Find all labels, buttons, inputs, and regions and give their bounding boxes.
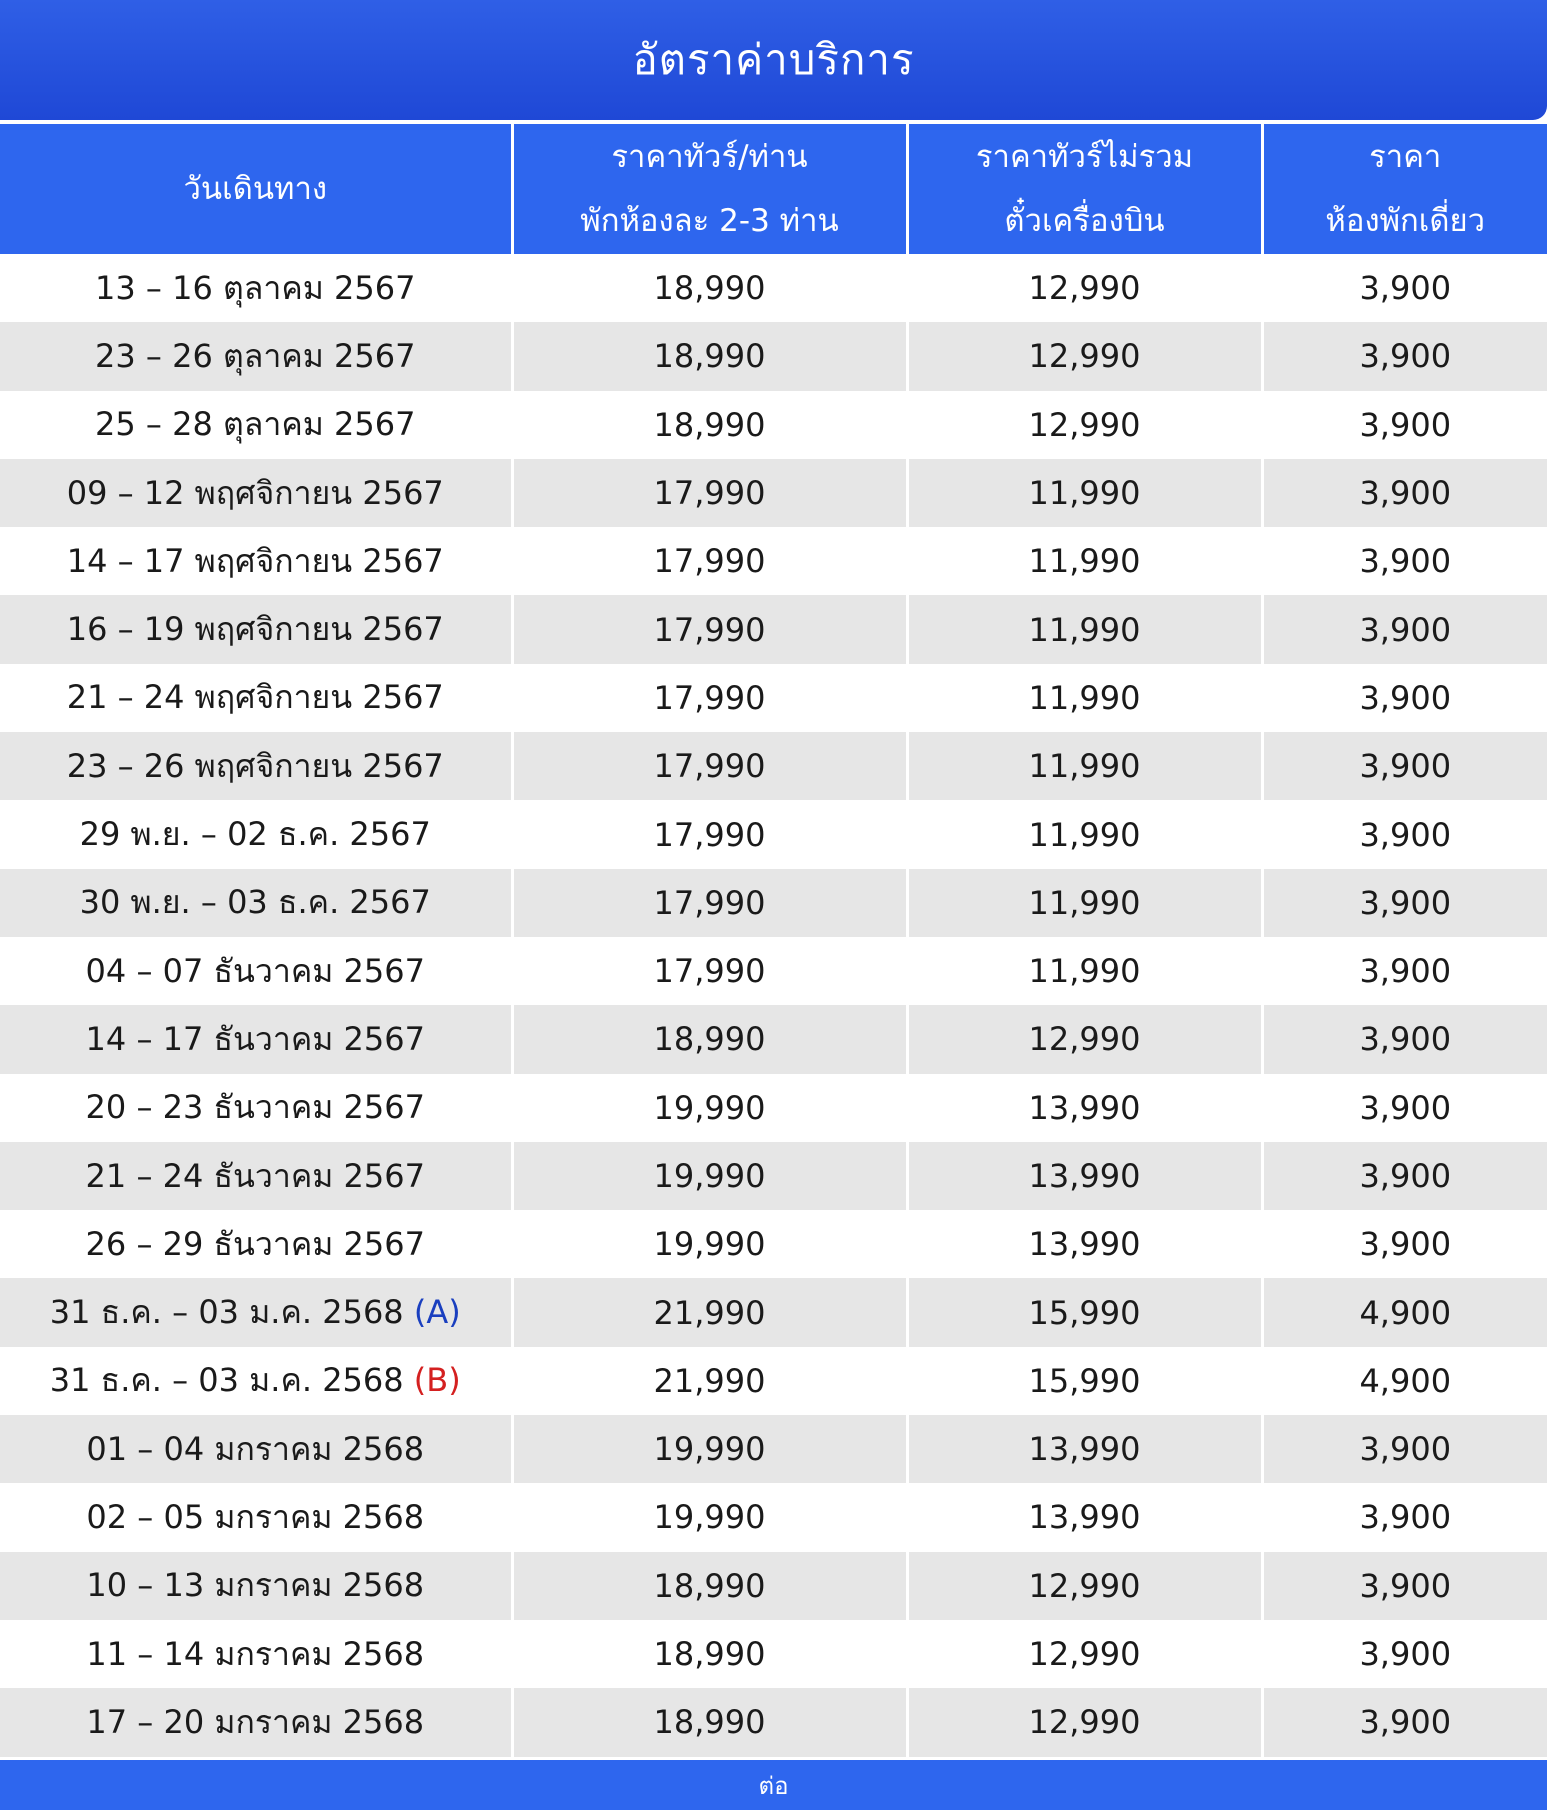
single-room-cell: 3,900 (1262, 664, 1547, 732)
single-room-cell: 3,900 (1262, 322, 1547, 390)
no-flight-price-cell: 12,990 (907, 1005, 1262, 1073)
group-marker: (A) (413, 1293, 461, 1332)
table-row (0, 869, 1547, 937)
table-row (0, 459, 1547, 527)
single-room-cell: 3,900 (1262, 869, 1547, 937)
no-flight-price-cell: 12,990 (907, 1620, 1262, 1688)
table-row (0, 1210, 1547, 1278)
travel-date-cell (0, 800, 512, 868)
header-line: พักห้องละ 2-3 ท่าน (580, 203, 839, 239)
tour-price-cell: 18,990 (512, 391, 907, 459)
single-room-cell: 3,900 (1262, 800, 1547, 868)
header-line: ราคาทัวร์/ท่าน (611, 139, 808, 175)
no-flight-price-cell: 11,990 (907, 527, 1262, 595)
travel-date-cell (0, 1142, 512, 1210)
single-room-cell: 3,900 (1262, 1552, 1547, 1620)
tour-price-cell: 17,990 (512, 595, 907, 663)
no-flight-price-cell: 13,990 (907, 1483, 1262, 1551)
travel-date-cell (0, 1483, 512, 1551)
single-room-cell: 3,900 (1262, 391, 1547, 459)
single-room-cell: 3,900 (1262, 595, 1547, 663)
table-row (0, 800, 1547, 868)
travel-date-cell (0, 254, 512, 322)
travel-date-cell (0, 732, 512, 800)
no-flight-price-cell: 15,990 (907, 1278, 1262, 1346)
no-flight-price-cell: 11,990 (907, 664, 1262, 732)
tour-price-cell: 21,990 (512, 1347, 907, 1415)
tour-price-cell: 19,990 (512, 1210, 907, 1278)
continued-label: ต่อ (758, 1771, 789, 1800)
header-line: ตั๋วเครื่องบิน (1004, 203, 1165, 239)
no-flight-price-cell: 12,990 (907, 254, 1262, 322)
tour-price-cell: 19,990 (512, 1415, 907, 1483)
single-room-cell: 3,900 (1262, 1210, 1547, 1278)
table-row (0, 1074, 1547, 1142)
header-line: วันเดินทาง (183, 171, 327, 207)
table-row (0, 322, 1547, 390)
no-flight-price-cell: 13,990 (907, 1415, 1262, 1483)
travel-date-cell (0, 1005, 512, 1073)
tour-price-cell: 17,990 (512, 937, 907, 1005)
tour-price-cell: 17,990 (512, 664, 907, 732)
header-price-without-flight (907, 124, 1262, 254)
tour-price-cell: 17,990 (512, 800, 907, 868)
travel-date: 09 – 12 พฤศจิกายน 2567 (66, 473, 444, 512)
no-flight-price-cell: 12,990 (907, 391, 1262, 459)
tour-price-cell: 21,990 (512, 1278, 907, 1346)
travel-date-cell (0, 1074, 512, 1142)
travel-date: 30 พ.ย. – 03 ธ.ค. 2567 (79, 883, 431, 922)
single-room-cell: 4,900 (1262, 1347, 1547, 1415)
travel-date: 21 – 24 ธันวาคม 2567 (85, 1156, 425, 1195)
travel-date-cell (0, 1415, 512, 1483)
tour-price-cell: 19,990 (512, 1142, 907, 1210)
travel-date: 31 ธ.ค. – 03 ม.ค. 2568 (49, 1293, 404, 1332)
travel-date: 26 – 29 ธันวาคม 2567 (85, 1224, 425, 1263)
travel-date: 16 – 19 พฤศจิกายน 2567 (66, 610, 444, 649)
travel-date: 29 พ.ย. – 02 ธ.ค. 2567 (79, 815, 431, 854)
tour-price-cell: 17,990 (512, 732, 907, 800)
header-tour-price (512, 124, 907, 254)
tour-price-cell: 18,990 (512, 1552, 907, 1620)
price-table (0, 124, 1547, 1757)
no-flight-price-cell: 11,990 (907, 800, 1262, 868)
tour-price-cell: 18,990 (512, 322, 907, 390)
single-room-cell: 3,900 (1262, 1005, 1547, 1073)
single-room-cell: 3,900 (1262, 1415, 1547, 1483)
travel-date: 01 – 04 มกราคม 2568 (86, 1429, 425, 1468)
no-flight-price-cell: 13,990 (907, 1074, 1262, 1142)
travel-date: 23 – 26 พฤศจิกายน 2567 (66, 746, 444, 785)
single-room-cell: 3,900 (1262, 459, 1547, 527)
single-room-cell: 3,900 (1262, 1142, 1547, 1210)
travel-date-cell (0, 1620, 512, 1688)
single-room-cell: 3,900 (1262, 254, 1547, 322)
tour-price-cell: 17,990 (512, 869, 907, 937)
no-flight-price-cell: 11,990 (907, 595, 1262, 663)
single-room-cell: 3,900 (1262, 1483, 1547, 1551)
tour-price-cell: 18,990 (512, 254, 907, 322)
travel-date: 14 – 17 ธันวาคม 2567 (85, 1019, 425, 1058)
table-body (0, 254, 1547, 1757)
footer-bar (0, 1760, 1547, 1810)
travel-date-cell (0, 664, 512, 732)
table-row (0, 595, 1547, 663)
group-marker: (B) (413, 1361, 461, 1400)
header-row (0, 124, 1547, 254)
travel-date: 25 – 28 ตุลาคม 2567 (95, 405, 416, 444)
no-flight-price-cell: 15,990 (907, 1347, 1262, 1415)
travel-date-cell (0, 1347, 512, 1415)
header-line: ห้องพักเดี่ยว (1325, 203, 1486, 239)
travel-date: 13 – 16 ตุลาคม 2567 (95, 268, 416, 307)
table-row (0, 1415, 1547, 1483)
table-row (0, 664, 1547, 732)
header-travel-date (0, 124, 512, 254)
single-room-cell: 3,900 (1262, 937, 1547, 1005)
table-row (0, 1552, 1547, 1620)
no-flight-price-cell: 11,990 (907, 459, 1262, 527)
header-single-room (1262, 124, 1547, 254)
travel-date: 11 – 14 มกราคม 2568 (86, 1634, 425, 1673)
table-row (0, 1688, 1547, 1756)
single-room-cell: 3,900 (1262, 1688, 1547, 1756)
no-flight-price-cell: 11,990 (907, 732, 1262, 800)
tour-price-cell: 18,990 (512, 1005, 907, 1073)
single-room-cell: 3,900 (1262, 1074, 1547, 1142)
travel-date-cell (0, 1278, 512, 1346)
travel-date-cell (0, 869, 512, 937)
header-line: ราคาทัวร์ไม่รวม (975, 139, 1194, 175)
no-flight-price-cell: 12,990 (907, 1552, 1262, 1620)
tour-price-cell: 18,990 (512, 1688, 907, 1756)
travel-date: 20 – 23 ธันวาคม 2567 (85, 1088, 425, 1127)
tour-price-cell: 17,990 (512, 459, 907, 527)
tour-price-cell: 19,990 (512, 1074, 907, 1142)
table-row (0, 937, 1547, 1005)
single-room-cell: 3,900 (1262, 1620, 1547, 1688)
table-row (0, 391, 1547, 459)
no-flight-price-cell: 13,990 (907, 1142, 1262, 1210)
no-flight-price-cell: 11,990 (907, 937, 1262, 1005)
no-flight-price-cell: 12,990 (907, 1688, 1262, 1756)
table-row (0, 1347, 1547, 1415)
travel-date: 10 – 13 มกราคม 2568 (86, 1566, 425, 1605)
travel-date-cell (0, 322, 512, 390)
travel-date-cell (0, 527, 512, 595)
title-banner (0, 0, 1547, 120)
tour-price-cell: 18,990 (512, 1620, 907, 1688)
tour-price-cell: 17,990 (512, 527, 907, 595)
table-row (0, 1142, 1547, 1210)
travel-date: 23 – 26 ตุลาคม 2567 (95, 336, 416, 375)
table-row (0, 1620, 1547, 1688)
table-row (0, 254, 1547, 322)
travel-date: 04 – 07 ธันวาคม 2567 (85, 951, 425, 990)
travel-date-cell (0, 1210, 512, 1278)
header-line: ราคา (1369, 139, 1442, 175)
single-room-cell: 4,900 (1262, 1278, 1547, 1346)
travel-date-cell (0, 459, 512, 527)
single-room-cell: 3,900 (1262, 732, 1547, 800)
table-row (0, 1483, 1547, 1551)
travel-date-cell (0, 1552, 512, 1620)
travel-date-cell (0, 1688, 512, 1756)
travel-date-cell (0, 937, 512, 1005)
travel-date: 21 – 24 พฤศจิกายน 2567 (66, 678, 444, 717)
travel-date: 02 – 05 มกราคม 2568 (86, 1497, 425, 1536)
travel-date: 14 – 17 พฤศจิกายน 2567 (66, 541, 444, 580)
travel-date: 31 ธ.ค. – 03 ม.ค. 2568 (49, 1361, 404, 1400)
page-title: อัตราค่าบริการ (632, 35, 915, 84)
travel-date-cell (0, 391, 512, 459)
single-room-cell: 3,900 (1262, 527, 1547, 595)
table-row (0, 527, 1547, 595)
no-flight-price-cell: 12,990 (907, 322, 1262, 390)
travel-date: 17 – 20 มกราคม 2568 (86, 1702, 425, 1741)
table-row (0, 1278, 1547, 1346)
table-row (0, 732, 1547, 800)
no-flight-price-cell: 13,990 (907, 1210, 1262, 1278)
table-row (0, 1005, 1547, 1073)
no-flight-price-cell: 11,990 (907, 869, 1262, 937)
travel-date-cell (0, 595, 512, 663)
tour-price-cell: 19,990 (512, 1483, 907, 1551)
